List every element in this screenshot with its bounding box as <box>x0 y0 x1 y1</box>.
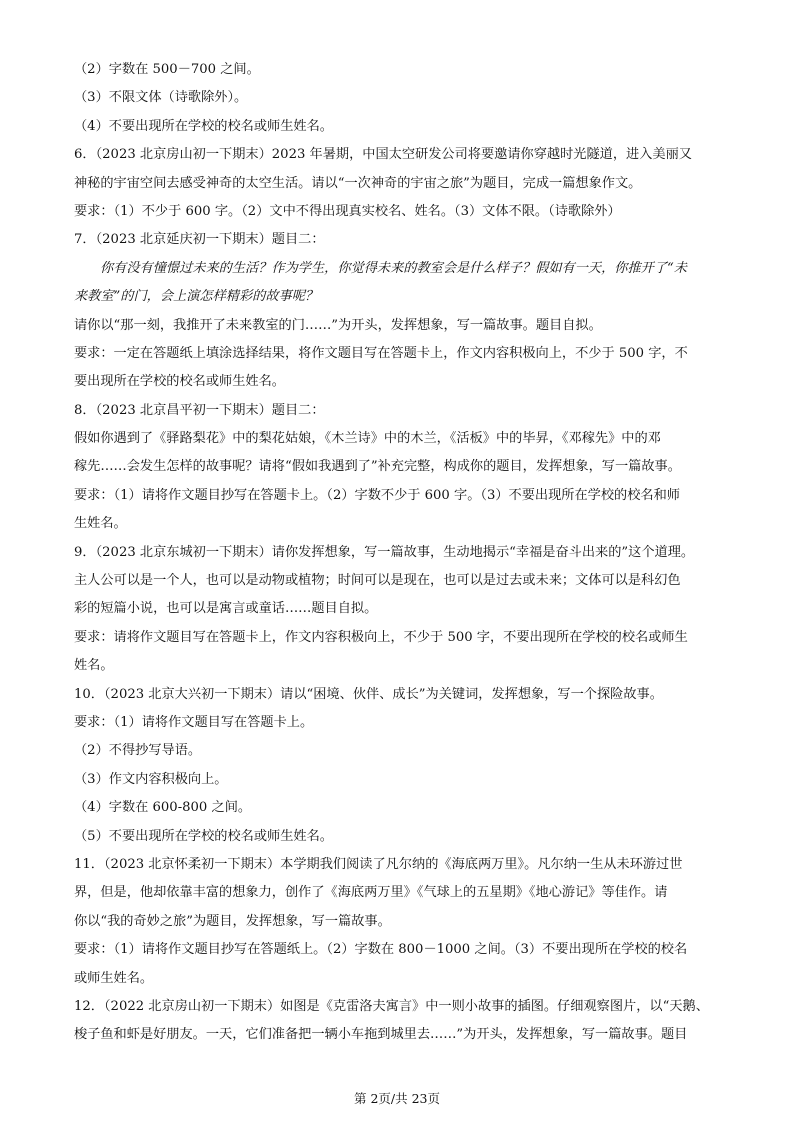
text-line: 你以“我的奇妙之旅”为题目，发挥想象，写一篇故事。 <box>74 913 391 929</box>
text-line: 主人公可以是一个人，也可以是动物或植物；时间可以是现在，也可以是过去或未来；文体可以是科幻色 <box>74 573 681 589</box>
text-line: 请你以“那一刻，我推开了未来教室的门……”为开头，发挥想象，写一篇故事。题目自拟。 <box>74 317 602 333</box>
text-line: 或师生姓名。 <box>74 970 154 986</box>
text-line: 姓名。 <box>74 658 114 674</box>
document-body <box>0 56 794 1050</box>
text-line: （3）作文内容积极向上。 <box>74 771 228 787</box>
text-line: 稼先……会发生怎样的故事呢？请将“假如我遇到了”补充完整，构成你的题目，发挥想象，写一篇故事。 <box>74 459 681 475</box>
page-footer: 第 2页/共 23页 <box>353 1091 441 1106</box>
text-line: 神秘的宇宙空间去感受神奇的太空生活。请以“一次神奇的宇宙之旅”为题目，完成一篇想象作文。 <box>74 175 642 191</box>
text-line: 要求：请将作文题目写在答题卡上，作文内容积极向上，不少于 500 字，不要出现所在学校的校名或师生 <box>74 629 688 645</box>
text-line: 要求：（1）请将作文题目写在答题卡上。 <box>74 714 314 730</box>
prompt-line: 来教室”的门，会上演怎样精彩的故事呢？ <box>74 289 319 305</box>
text-line: （5）不要出现所在学校的校名或师生姓名。 <box>74 828 333 844</box>
prompt-line: 你有没有憧憬过未来的生活？作为学生，你觉得未来的教室会是什么样子？假如有一天，你推开了“未 <box>100 260 687 276</box>
text-line: （2）不得抄写导语。 <box>74 743 202 759</box>
text-line: 彩的短篇小说，也可以是寓言或童话……题目自拟。 <box>74 601 378 617</box>
text-line: 要求：（1）不少于 600 字。（2）文中不得出现真实校名、姓名。（3）文体不限。（诗歌除外） <box>74 203 621 219</box>
text-line: 界，但是，他却依靠丰富的想象力，创作了《海底两万里》《气球上的五星期》《地心游记》等佳作。请 <box>74 885 668 901</box>
text-line: 梭子鱼和虾是好朋友。一天，它们准备把一辆小车拖到城里去……”为开头，发挥想象，写一篇故事。题目 <box>74 1027 688 1043</box>
text-line: （2）字数在 500－700 之间。 <box>74 62 260 77</box>
question-10-line: 10．（2023 北京大兴初一下期末）请以“困境、伙伴、成长”为关键词，发挥想象，写一个探险故事。 <box>74 686 663 702</box>
text-line: 要出现所在学校的校名或师生姓名。 <box>74 374 285 390</box>
text-line: 要求：（1）请将作文题目抄写在答题卡上。（2）字数不少于 600 字。（3）不要出现所在学校的校名和师 <box>74 487 680 503</box>
question-9-line: 9．（2023 北京东城初一下期末）请你发挥想象，写一篇故事，生动地揭示“幸福是奋斗出来的”这个道理。 <box>74 544 695 560</box>
question-8-line: 8．（2023 北京昌平初一下期末）题目二： <box>74 402 325 418</box>
text-line: （4）字数在 600-800 之间。 <box>74 800 252 816</box>
text-line: 假如你遇到了《驿路梨花》中的梨花姑娘，《木兰诗》中的木兰，《活板》中的毕昇，《邓稼先》中的邓 <box>74 431 661 447</box>
text-line: （4）不要出现所在学校的校名或师生姓名。 <box>74 118 333 134</box>
question-12-line: 12．（2022 北京房山初一下期末）如图是《克雷洛夫寓言》中一则小故事的插图。仔细观察图片，以“天鹅、 <box>74 998 709 1014</box>
text-line: （3）不限文体（诗歌除外）。 <box>74 90 248 106</box>
text-line: 要求：（1）请将作文题目抄写在答题纸上。（2）字数在 800－1000 之间。（3）不要出现所在学校的校名 <box>74 942 688 958</box>
question-7-line: 7．（2023 北京延庆初一下期末）题目二： <box>74 232 325 248</box>
text-line: 要求：一定在答题纸上填涂选择结果，将作文题目写在答题卡上，作文内容积极向上，不少于 500 字，不 <box>74 345 688 361</box>
question-11-line: 11．（2023 北京怀柔初一下期末）本学期我们阅读了凡尔纳的《海底两万里》。凡尔纳一生从未环游过世 <box>74 856 683 872</box>
question-6-line: 6．（2023 北京房山初一下期末）2023 年暑期，中国太空研发公司将要邀请你穿越时光隧道，进入美丽又 <box>74 147 692 163</box>
text-line: 生姓名。 <box>74 516 127 532</box>
